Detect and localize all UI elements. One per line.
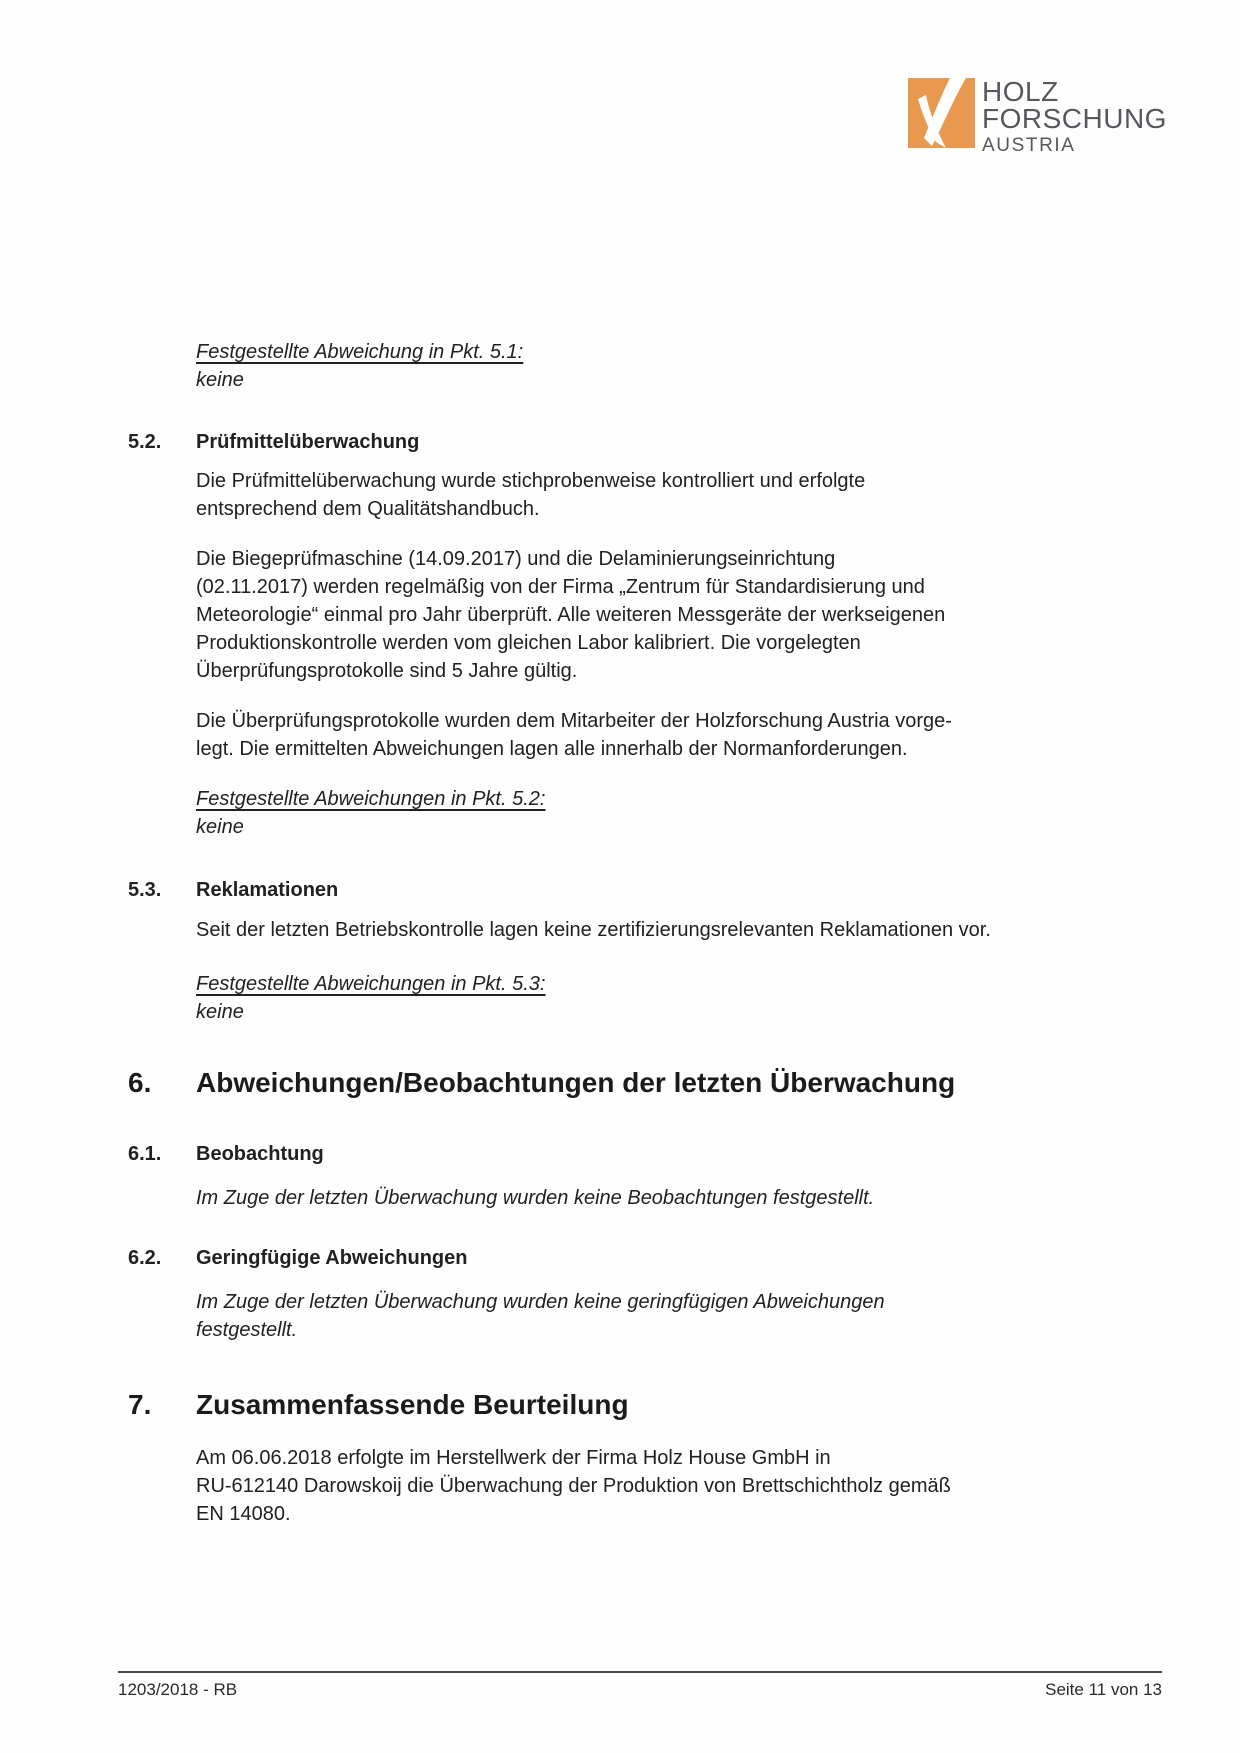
- section-title-6: Abweichungen/Beobachtungen der letzten Überwachung: [196, 1067, 956, 1098]
- text-line: (02.11.2017) werden regelmäßig von der Firma „Zentrum für Standardisierung und: [196, 576, 925, 598]
- text-line: EN 14080.: [196, 1503, 291, 1525]
- section-heading-5-3: [128, 876, 1164, 904]
- section-title-5-3: Reklamationen: [196, 879, 339, 901]
- logo-word-austria: AUSTRIA: [982, 135, 1076, 156]
- section-title-6-2: Geringfügige Abweichungen: [196, 1247, 468, 1269]
- text-line: entsprechend dem Qualitätshandbuch.: [196, 498, 540, 520]
- deviation-block-5-1: [196, 338, 1164, 394]
- section-title-7: Zusammenfassende Beurteilung: [196, 1389, 629, 1420]
- holzforschung-austria-logo: [908, 78, 1167, 157]
- deviation-label-5-3: Festgestellte Abweichungen in Pkt. 5.3:: [196, 973, 546, 995]
- text-line: Meteorologie“ einmal pro Jahr überprüft. Alle weiteren Messgeräte der werkseigenen: [196, 604, 946, 626]
- text-line: Die Prüfmittelüberwachung wurde stichprobenweise kontrolliert und erfolgte: [196, 470, 866, 492]
- paragraph-5-3: [196, 916, 1164, 944]
- text-line: Seit der letzten Betriebskontrolle lagen keine zertifizierungsrelevanten Reklamationen vor.: [196, 919, 991, 941]
- section-number-6-1: 6.1.: [128, 1143, 162, 1165]
- paragraph-6-2: [196, 1288, 1164, 1344]
- section-heading-6: [128, 1064, 1164, 1102]
- text-line: Überprüfungsprotokolle sind 5 Jahre gültig.: [196, 660, 578, 682]
- paragraph-7: [196, 1444, 1164, 1528]
- section-heading-6-2: [128, 1244, 1164, 1272]
- text-line: Im Zuge der letzten Überwachung wurden keine Beobachtungen festgestellt.: [196, 1187, 875, 1209]
- deviation-value-5-3: keine: [196, 1001, 244, 1023]
- section-title-5-2: Prüfmittelüberwachung: [196, 431, 420, 453]
- document-body: [128, 338, 1164, 1528]
- page-footer: [118, 1671, 1162, 1700]
- deviation-value-5-1: keine: [196, 369, 244, 391]
- deviation-block-5-3: [196, 970, 1164, 1026]
- paragraph-5-2-2: [196, 545, 1164, 685]
- section-title-6-1: Beobachtung: [196, 1143, 324, 1165]
- logo-word-forschung: FORSCHUNG: [982, 103, 1167, 134]
- text-line: Die Überprüfungsprotokolle wurden dem Mitarbeiter der Holzforschung Austria vorge-: [196, 710, 952, 732]
- paragraph-5-2-1: [196, 467, 1164, 523]
- paragraph-5-2-3: [196, 707, 1164, 763]
- section-number-6-2: 6.2.: [128, 1247, 162, 1269]
- deviation-value-5-2: keine: [196, 816, 244, 838]
- text-line: RU-612140 Darowskoij die Überwachung der Produktion von Brettschichtholz gemäß: [196, 1475, 951, 1497]
- text-line: legt. Die ermittelten Abweichungen lagen alle innerhalb der Normanforderungen.: [196, 738, 908, 760]
- section-heading-7: [128, 1386, 1164, 1424]
- paragraph-6-1: [196, 1184, 1164, 1212]
- text-line: Die Biegeprüfmaschine (14.09.2017) und die Delaminierungseinrichtung: [196, 548, 836, 570]
- checkmark-logo-icon: [908, 78, 975, 148]
- footer-page-number: Seite 11 von 13: [1045, 1680, 1162, 1699]
- text-line: Produktionskontrolle werden vom gleichen Labor kalibriert. Die vorgelegten: [196, 632, 861, 654]
- deviation-block-5-2: [196, 785, 1164, 841]
- section-number-5-2: 5.2.: [128, 431, 162, 453]
- footer-document-reference: 1203/2018 - RB: [118, 1680, 238, 1699]
- logo-wordmark: [982, 78, 1167, 157]
- text-line: festgestellt.: [196, 1319, 298, 1341]
- section-number-7: 7.: [128, 1389, 152, 1420]
- section-number-5-3: 5.3.: [128, 879, 162, 901]
- logo-word-holz: HOLZ: [982, 76, 1059, 107]
- section-number-6: 6.: [128, 1067, 152, 1098]
- text-line: Am 06.06.2018 erfolgte im Herstellwerk der Firma Holz House GmbH in: [196, 1447, 831, 1469]
- deviation-label-5-2: Festgestellte Abweichungen in Pkt. 5.2:: [196, 788, 546, 810]
- text-line: Im Zuge der letzten Überwachung wurden keine geringfügigen Abweichungen: [196, 1291, 885, 1313]
- deviation-label-5-1: Festgestellte Abweichung in Pkt. 5.1:: [196, 341, 524, 363]
- section-heading-6-1: [128, 1140, 1164, 1168]
- section-heading-5-2: [128, 428, 1164, 456]
